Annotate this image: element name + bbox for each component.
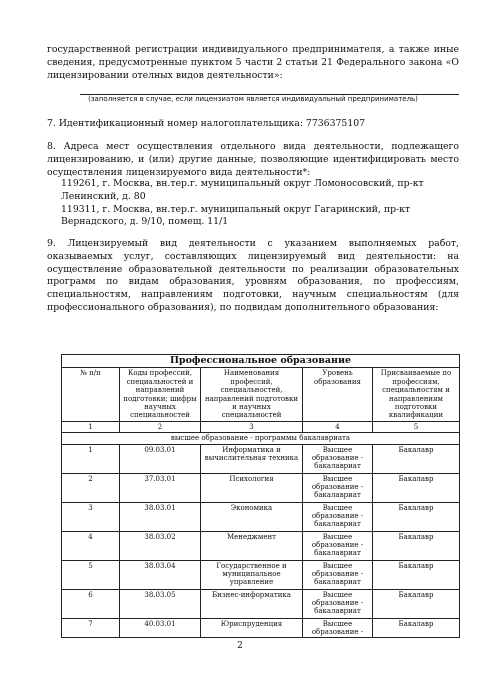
intro-paragraph: государственной регистрации индивидуального предпринимателя, а также иные сведения, предусмотренные пунктом 5 части 2 статьи 21 Федерального закона «О лицензировании отелных видов деятельности»: — [47, 44, 459, 81]
column-number: 3 — [201, 421, 303, 432]
table-header-row — [62, 368, 460, 421]
qualification: Бакалавр — [373, 444, 460, 473]
table-row — [62, 560, 460, 589]
row-number: 1 — [62, 444, 120, 473]
program-name: Информатика и вычислительная техника — [201, 444, 303, 473]
column-number: 4 — [303, 421, 373, 432]
program-code: 38.03.05 — [120, 589, 201, 618]
program-name: Бизнес-информатика — [201, 589, 303, 618]
program-code: 37.03.01 — [120, 473, 201, 502]
address-1: 119261, г. Москва, вн.тер.г. муниципальный округ Ломоносовский, пр-кт Ленинский, д. 80 — [61, 178, 424, 202]
column-number: 1 — [62, 421, 120, 432]
item-7-inn: 7. Идентификационный номер налогоплательщика: 7736375107 — [47, 118, 366, 129]
education-level: Высшее образование - бакалавриат — [303, 560, 373, 589]
address-2: 119311, г. Москва, вн.тер.г. муниципальный округ Гагаринский, пр-кт Вернадского, д. 9/10, помещ. 11/1 — [61, 203, 411, 228]
program-name: Юриспруденция — [201, 618, 303, 638]
column-number-row — [62, 421, 460, 432]
qualification: Бакалавр — [373, 618, 460, 638]
fill-caption: (заполняется в случае, если лицензиатом является индивидуальный предприниматель) — [88, 95, 418, 103]
column-header: Присваиваемые по профессиям, специальностям и направлениям подготовки квалификации — [373, 368, 460, 421]
education-level: Высшее образование - — [303, 618, 373, 638]
program-code: 38.03.02 — [120, 531, 201, 560]
table-row — [62, 589, 460, 618]
table-row — [62, 444, 460, 473]
table-row — [62, 473, 460, 502]
table-row — [62, 502, 460, 531]
program-name: Государственное и муниципальное управление — [201, 560, 303, 589]
qualification: Бакалавр — [373, 560, 460, 589]
column-header: Наименования профессий, специальностей, направлений подготовки и научных специальностей — [201, 368, 303, 421]
qualification: Бакалавр — [373, 531, 460, 560]
education-level: Высшее образование - бакалавриат — [303, 589, 373, 618]
education-level: Высшее образование - бакалавриат — [303, 531, 373, 560]
item-8-addresses-heading: 8. Адреса мест осуществления отдельного вида деятельности, подлежащего лицензированию, и (или) другие данные, позволяющие идентифицировать место осуществления лицензируемого вида деятельности*: — [47, 141, 459, 178]
program-name: Менеджмент — [201, 531, 303, 560]
professional-education-table — [61, 354, 460, 638]
education-level: Высшее образование - бакалавриат — [303, 502, 373, 531]
qualification: Бакалавр — [373, 473, 460, 502]
item-9-activity: 9. Лицензируемый вид деятельности с указанием выполняемых работ, оказываемых услуг, составляющих лицензируемый вид деятельности: на осуществление образовательной деятельности по реализации образовательных программ по видам образования, уровням образования, по профессиям, специальностям, направлениям подготовки, научным специальностям (для профессионального образования), по подвидам дополнительного образования: — [47, 238, 459, 313]
column-header: Уровень образования — [303, 368, 373, 421]
program-code: 38.03.04 — [120, 560, 201, 589]
page-number: 2 — [237, 641, 243, 651]
row-number: 4 — [62, 531, 120, 560]
program-name: Экономика — [201, 502, 303, 531]
row-number: 7 — [62, 618, 120, 638]
row-number: 5 — [62, 560, 120, 589]
program-code: 40.03.01 — [120, 618, 201, 638]
program-name: Психология — [201, 473, 303, 502]
program-code: 09.03.01 — [120, 444, 201, 473]
table-row — [62, 618, 460, 638]
row-number: 6 — [62, 589, 120, 618]
qualification: Бакалавр — [373, 502, 460, 531]
row-number: 2 — [62, 473, 120, 502]
column-header: № п/п — [62, 368, 120, 421]
education-level: Высшее образование - бакалавриат — [303, 473, 373, 502]
column-header: Коды профессий, специальностей и направлений подготовки; шифры научных специальностей — [120, 368, 201, 421]
qualification: Бакалавр — [373, 589, 460, 618]
column-number: 2 — [120, 421, 201, 432]
section-heading: высшее образование - программы бакалавриата — [62, 433, 460, 444]
education-level: Высшее образование - бакалавриат — [303, 444, 373, 473]
row-number: 3 — [62, 502, 120, 531]
table-row — [62, 531, 460, 560]
address-list — [61, 178, 459, 229]
column-number: 5 — [373, 421, 460, 432]
table-title: Профессиональное образование — [62, 355, 460, 368]
program-code: 38.03.01 — [120, 502, 201, 531]
